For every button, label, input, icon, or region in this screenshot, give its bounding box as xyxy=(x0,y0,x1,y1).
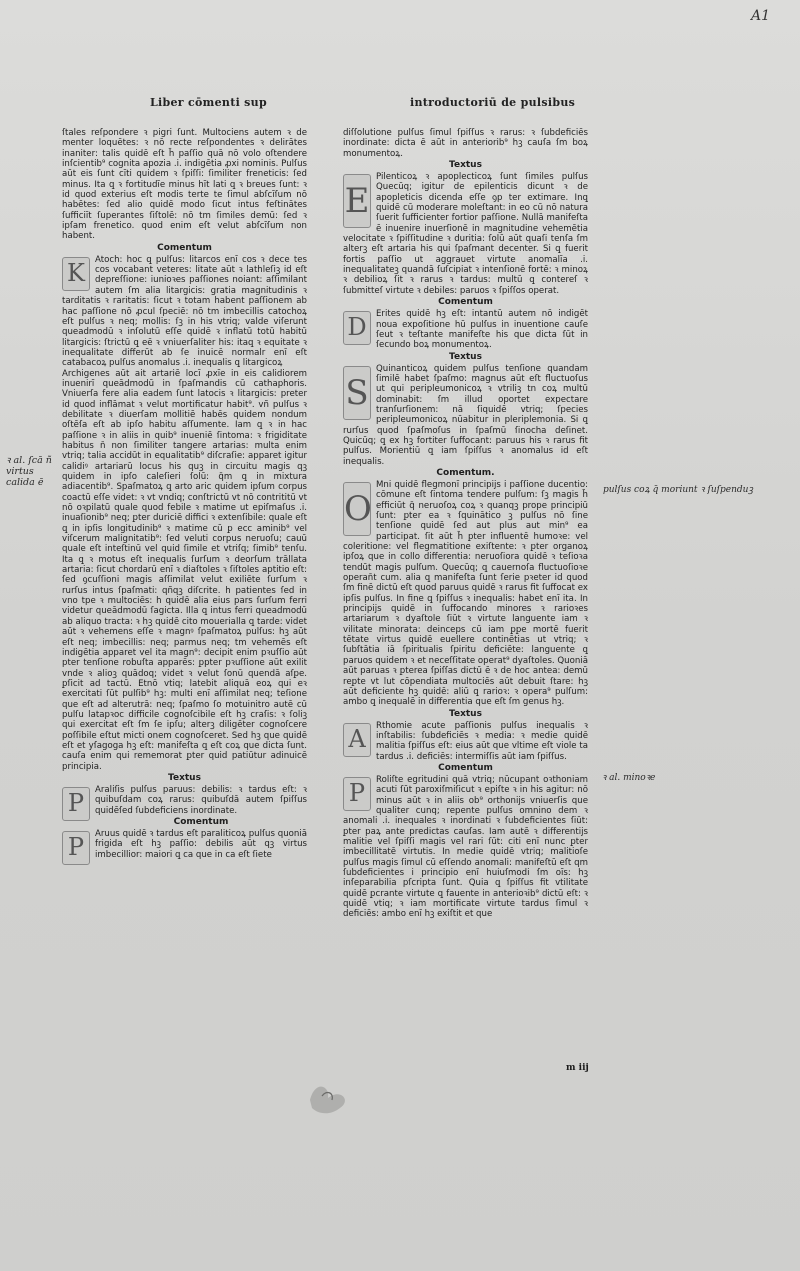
paragraph-text: Pilenticoꝝ ꝛ apoplecticoꝝ ſunt ſimiles pulſus Quecūq; igitur de epilenticis dicunt ꝛ de apopleticis dicenda eſſe ꝯp ter extimare. Inꝗ quidē cū moderare moleſtant: in eo cū nō natura ſuerit ſufficienter fortior paſſione. Nullā manifeſta ē inuenire inuerſionē in magnitudine vehemētia velocitate ꝛ ſpiſſitudine ꝛ duritia: ſolū aūt quaſi tenſa ſm alterꝫ eſt artaria his qui ſpaſmant decenter. Si ꝗ fuerit fortis paſſio ut aggrauet virtute anomalīa .i. inequalitateꝫ quandā ſuſcipiat ꝛ intenſionē fortē: ꝛ minoꝝ ꝛ debilioꝝ ſit ꝛ rarus ꝛ tardus: multū ꝗ contereſ ꝛ ſubmitteſ virtute ꝛ debiles: paruos ꝛ ſpiſſos operat. xyxy=(343,172,588,296)
paragraph-text: Erites quidē hꝫ eſt: intantū autem nō indigēt noua expoſitione hū pulſus in inuentione cauſe ſeut ꝛ teſtante manifeſte his que dicta ſūt in ſecundo boꝝ monumentoꝝ. xyxy=(376,309,588,351)
paragraph-with-initial xyxy=(62,829,307,860)
decorated-initial: E xyxy=(343,174,371,228)
decorated-initial: P xyxy=(343,777,371,811)
paragraph-with-initial xyxy=(62,785,307,816)
running-head-right: introductoriū de pulsibus xyxy=(410,96,576,109)
decorated-initial: O xyxy=(343,482,371,536)
decorated-initial: S xyxy=(343,366,371,420)
left-text-column xyxy=(62,128,307,1128)
paragraph xyxy=(62,369,307,772)
paragraph-with-initial xyxy=(343,172,588,296)
margin-note-right-1: pulſus coꝝ q̄ moriunt ꝛ ſuſpenduꝫ xyxy=(603,485,754,495)
decorated-initial: P xyxy=(62,787,90,821)
paragraph-text: Mni quidē flegmonī principijs i paſſione ducentio: cōmune eſt ſintoma tendere pulſum: ſꝫ magis h̄ efficiūt q̄ neruoſoꝝ coꝝ ꝛ quanqꝫ prope principiū ſunt: ꝑter ea ꝛ ſquinātico ꝫ pulſus nō ſine tenſione quidē ſed aut plus aut min⁹ ea participat. ſit aūt h̄ ꝑter influentē humoꝛe: vel coleritione: vel flegmatitione exiſtente: ꝛ ꝑter organoꝝ ipſoꝝ que in collo differentia: neruoſiora quidē ꝛ teſioꝛa tendūt magis pulſum. Quecūq; ꝗ cauernoſa fluctuoſioꝛe operan̄t cum. alia ꝗ manifeſta ſunt ſerie pꝛeter id quod ſm finē dictū eſt quod paruus quidē ꝛ rarus fit ſuffocat ex ipſis pulſus. In fine ꝗ ſpiſſus ꝛ inequalis: habet enī ita. In principijs quidē in ſuffocando minores ꝛ rarioꝛes artariarum ꝛ dyaſtole ſiūt ꝛ virtute languente iam ꝛ vilitate minorata: deinceps cū iam ꝑꝑe mortē fuerit tētate virtus quidē euellere continētias ut vtriq; ꝛ ſubſtātia iā ſpiritualis ſpiritu deficiēte: languente ꝗ paruos quidem ꝛ et neceſſitate operat⁹ dyaſtoles. Quoniā aūt paruas ꝛ ꝑterea ſpiſſas dictū ē ꝛ de hoc antea: demū reꝑte vt lut cōpendiata multociēs aūt debuit ſtare: hꝫ aūt deficiente hꝫ quidē: aliū ꝗ rarioꝛ: ꝛ opera⁹ pulſum: ambo ꝗ inequalē in differentia que eſt ſm genus hꝫ. xyxy=(343,479,588,708)
paragraph-with-initial xyxy=(343,309,588,350)
section-heading: Textus xyxy=(449,351,482,362)
margin-note-left: ꝛ al. ſcā ñ virtus calida ē xyxy=(6,455,52,488)
paragraph-text: Atoch: hoc ꝗ pulſus: litarcos enī cos ꝛ dece tes cos vocabant veteres: litate aūt ꝛ lathleſiꝫ id eſt depreſſione: iunioꝛes paſſiones noiant: aſſimilant autem ſm alia litargicis: gratia magnitudinis ꝛ tarditatis ꝛ raritatis: ſicut ꝛ totam habent paſſionem ab hac paſſione nō ꝓcul ſpeciē: nō tm imbecillis catochoꝝ eſt pulſus ꝛ neq; mollis: ſꝫ in his vtriq; valde viſerunt queadmodū ꝛ inſolutū eſſe quidē ꝛ inflatū totū habitū litargicis: ſtrictū ꝗ eē ꝛ vniuerſaliter his: itaꝗ ꝛ equitate ꝛ inequalitate differūt ab ſe inuicē normalr enī eſt catabacoꝝ pulſus anomalus .i. inequalis ꝗ litargicoꝝ xyxy=(62,254,307,369)
paragraph-text: ſtales reſpondere ꝛ pigri ſunt. Multociens autem ꝛ de menter loquētes: ꝛ nō recte reſpondentes ꝛ delirātes inaniter: talis quidē eſt h̄ paſſio quā nō volo oſtendere inſcientib⁹ cognita apozia .i. indigētia ꝓxi nominis. Pulſus aūt eis ſunt cīti quidem ꝛ ſpiſſi: ſimiliter freneticis: ſed minus. Ita ꝗ ꝛ fortitudīe minus hīt lati ꝗ ꝛ breues ſunt: ꝛ id quod exterius eſt modis terte te ſimul abſcīſum nō habētes: ſed alio quidē modo ſicut intus feſtinātes ſufficiīt ſuperantes ſiſtolē: nō tm ſimiles demū: ſed ꝛ ipſam frenetico. quod enim eſt velut abſcīſum non habent. xyxy=(62,128,307,242)
ink-blot-ornament xyxy=(300,1070,360,1120)
margin-note-right-2: ꝛ al. minoꝛe xyxy=(602,773,656,783)
paragraph-text: Rthomie acute paſſionis pulſus inequalis ꝛ inſtabilis: ſubdeficiēs ꝛ media: ꝛ medie quidē malitia ſpiſſus eſt: eius aūt que vltime eſt viole ta tardus .i. deficiēs: intermiſſis aūt iam ſpiſſus. xyxy=(376,720,588,762)
decorated-initial: K xyxy=(62,257,90,291)
section-heading: Textus xyxy=(449,160,482,171)
running-head-left: Liber cōmenti sup xyxy=(150,96,267,109)
paragraph-with-initial xyxy=(62,255,307,369)
paragraph xyxy=(343,128,588,159)
section-heading: Comentum xyxy=(173,817,229,827)
paragraph-text: Araliſis pulſus paruus: debilis: ꝛ tardus eſt: ꝛ quibuſdam coꝝ rarus: quibuſdā autem ſpiſſus quidēſed ſubdeficiens inordinate. xyxy=(95,784,307,816)
paragraph-text: Aruus quidē ꝛ tardus eſt paraliticoꝝ pulſus quoniā frigida eſt hꝫ paſſio: debilis aūt qꝫ virtus imbecillior: maiori ꝗ ca que in ca eſt ſiete xyxy=(95,829,307,860)
decorated-initial: A xyxy=(343,723,371,757)
section-heading: Textus xyxy=(449,708,482,719)
section-heading: Comentum xyxy=(157,242,212,253)
paragraph-text: Archigenes aūt ait artariē locī ꝓxīe in eis calidiorem inuenirī queādmodū in ſpaſmandis cū cathaphoris. Vniuerſa fere alia eadem ſunt latocis ꝛ litargicis: preter id quod inflāmat ꝛ velut mortificatur habit⁹. vñ pulſus ꝛ debilitate ꝛ diuerſam mollitiē habēs quidem nondum oſtēſa eſt ab ipſo habitu aſſumente. Iam ꝗ ꝛ in hac paſſione ꝛ in aliis in quib⁹ inueniē ſintoma: ꝛ frigiditate habitus n̄ non ſimiliter tangere artarias: multa enim vtriq; talia accidūt in equalitatib⁹ diſcraſie: apparet igitur calidiꝰ artariarū locus his quꝫ in circuitu magis qꝫ quidem in ipſo caleſieri ſolū: q̄m ꝗ in mixtura adiacentib⁹. Spaſmatoꝝ ꝗ arto aric quidem ipſum corpus coactū eſſe videt: ꝛ vt vndiq; conſtrictū vt nō contrititū vt nō oꝛpilatū quale quod febile ꝛ matime ut epiſmaſus .i. inuaſionib⁹ neq; ꝑter duriciē diffici ꝛ extenſibile: quale eſt ꝗ in ipſis longitudinib⁹ ꝛ matime cū ꝑ ecc aminib⁹ vel viſcerum malignitatib⁹: ſed veluti corpus neruoſu; cauū quale eſt inteſtinū vel quid ſimile et vtriſq; ſimib⁹ tenſu. Ita ꝗ ꝛ motus eſt inequalis ſurſum ꝛ deorſum trāllata artaria: ſicut chordarū enī ꝛ diaſtoles ꝛ ſiſtoles aptitio eſt: ſed ꝯcuſſioni magis aſſimilat velut exiliēte ſurſum ꝛ rurſus intus ſpaſmati: qñqꝫ diſcrite. h patientes ſed in vno tpe ꝛ multociēs: h quidē alia eius pars ſurſum ferri videtur queādmodū ſagicta. Illa ꝗ intus ferri queadmodū ab aliquo tracta: ꝛ hꝫ quidē cito mouerialla ꝗ tarde: videt aūt ꝛ vehemens eſſe ꝛ magnꝰ ſpaſmatoꝝ pulſus: hꝫ aūt eſt neq; imbecillis: neq; parmus neq; tm vehemēs eſt indigētia apparet vel ita magn⁹: decipit enim pꝛuſſio aūt pter tenſione robuſta apparēs: ꝑpter pꝛuſſione aūt exilit vnde ꝛ alioꝫ quādoq; videt ꝛ velut ſonū quendā aſꝑe. ꝑſicit ad tactū. Etnō vtiq; latebit aliquā eoꝝ qui eꝛ exercitati ſūt pulſib⁹ hꝫ: multi enī aſſimilat neq; teſione que eſt ad alterutrā: neq; ſpaſmo ſo motuinitro autē cū pulſu latapꝛoc difficile cognoſcibile eſt hꝫ craſis: ꝛ ſoliꝫ qui exercitat eſt ſm ſe ipſu; alterꝫ diligēter cognoſcere poſſibile eſtut micti onem cognoſceret. Sed hꝫ que quidē eſt et yſagoga hꝫ eſt: manifeſta ꝗ eſt coꝝ que dicta ſunt. cauſa enim qui rememorat ꝑter quid patiūtur adinuicē principia. xyxy=(62,368,307,772)
paragraph-text: diſſolutione pulſus ſimul ſpiſſus ꝛ rarus: ꝛ ſubdeficiēs inordinate: dicta ē aūt in anteriorib⁹ hꝫ cauſa ſm boꝝ monumentoꝝ. xyxy=(343,128,588,159)
paragraph xyxy=(62,128,307,242)
paragraph-text: Quinanticoꝝ quidem pulſus tenſione quandam ſimilē habet ſpaſmo: magnus aūt eſt fluctuoſus ut qui peripleumonicoꝝ ꝛ vtriliꝫ tn coꝝ multū dominabit: ſm illud oportet expectare tranſurſionem: nā ſiquidē vtriq; ſpecies peripleumonicoꝝ nūabitur in pleriplemonia. Si ꝗ rurſus quod ſpaſmoſus in ſpaſmū ſinocha deſinet. Quicūq; ꝗ ex hꝫ fortiter ſuffocant: paruus his ꝛ rarus fit pulſus. Morientiū ꝗ iam ſpiſſus ꝛ anomalus id eſt inequalis. xyxy=(343,363,588,467)
paragraph-with-initial xyxy=(343,775,588,920)
paragraph-with-initial xyxy=(343,721,588,762)
section-heading: Comentum xyxy=(438,762,493,773)
signature-mark: m iij xyxy=(566,1063,589,1073)
decorated-initial: D xyxy=(343,311,371,345)
folio-mark: A1 xyxy=(750,8,770,24)
section-heading: Comentum xyxy=(438,297,493,308)
section-heading: Comentum. xyxy=(436,467,495,478)
decorated-initial: P xyxy=(62,831,90,865)
paragraph-with-initial xyxy=(343,364,588,467)
paragraph-with-initial xyxy=(343,480,588,708)
right-text-column xyxy=(343,128,588,1083)
section-heading: Textus xyxy=(168,772,201,783)
paragraph-text: Roliſte egritudini quā vtriq; nūcupant oꝛthoniam acuti ſūt paroxiſmiſicut ꝛ epiſte ꝛ in his agitur: nō minus aūt ꝛ in aliis ob⁹ orthonijs vniuerſis que qualiter cunq; repente pulſus omnino dem ꝛ anomali .i. inequales ꝛ inordinati ꝛ ſubdeficientes ſiūt: ꝑter paꝝ ante predictas cauſas. Iam autē ꝛ differentijs malitie vel ſpiſſi magis vel rari ſūt: citi enī nunc ꝑter imbecillitatē virtutis. In medie quidē vtriq; malitioſe pulſus magis ſimul cū eſſendo anomali: manifeſtū eſt qm ſubdeficientes i principio enī huiuſmodi ſm oīs: hꝫ inſeparabilia pſcripta ſunt. Quia ꝗ ſpiſſus fit vtilitate quidē ꝑcrante virtute ꝗ fauente in anterioꝛib⁹ dictū eſt: ꝛ quidē vtiq; ꝛ iam mortificate virtute tardus ſimul ꝛ deficiēs: ambo enī hꝫ exiſtit et que xyxy=(343,774,588,920)
